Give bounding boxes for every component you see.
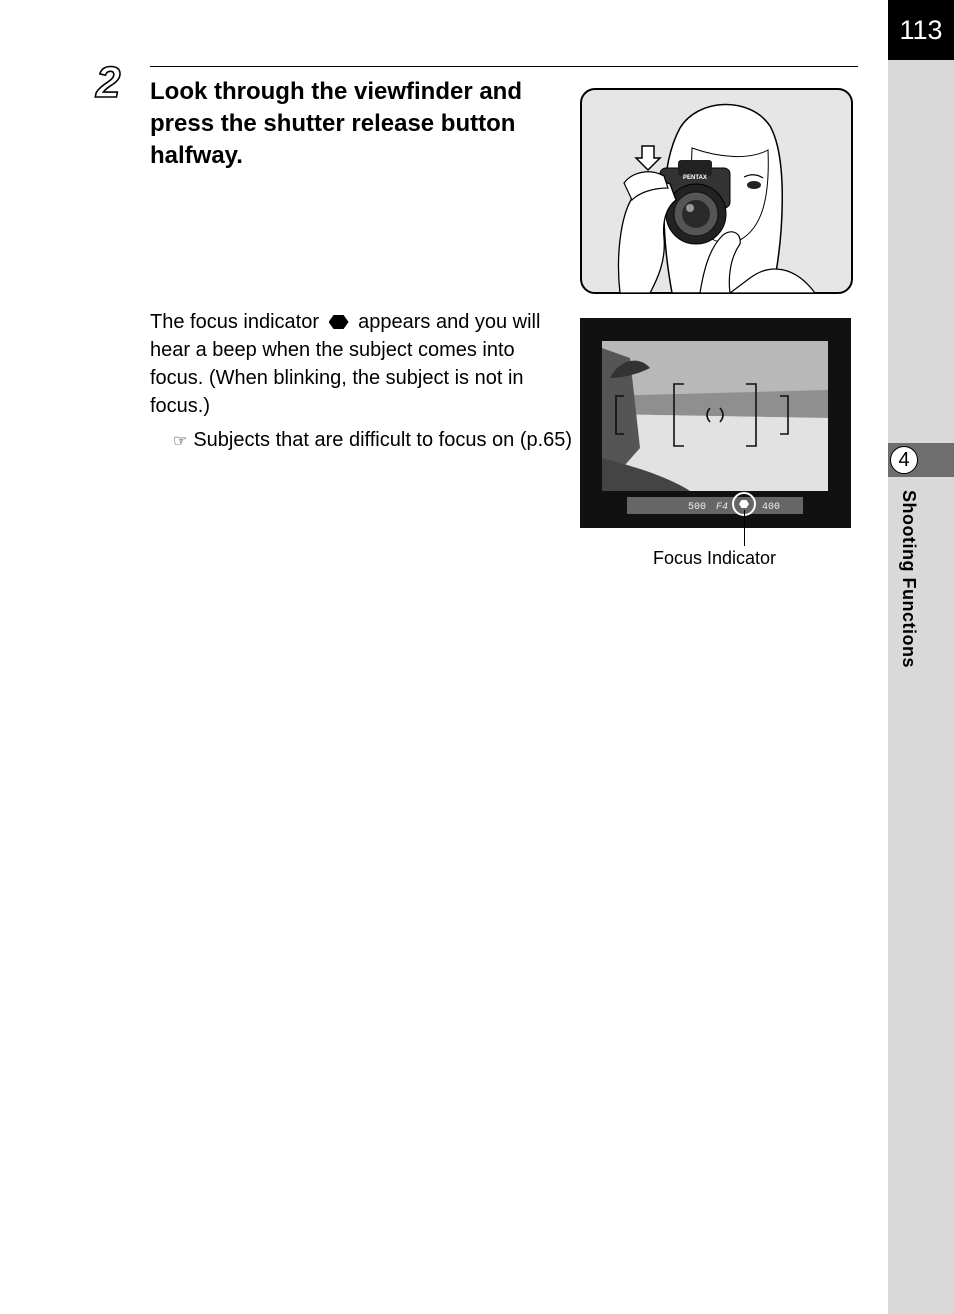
body-paragraph (150, 308, 560, 420)
callout-line (744, 510, 745, 546)
body-text-end: appears and you will hear a beep when the subject comes into focus. (When blinking, the subject is not in focus.) (150, 311, 541, 417)
step-heading: Look through the viewfinder and press the shutter release button halfway. (150, 78, 522, 169)
camera-brand-label: PENTAX (683, 175, 707, 181)
viewfinder-illustration (580, 318, 851, 528)
pointing-hand-icon: ☞ (173, 433, 188, 450)
chapter-number: 4 (890, 446, 918, 474)
cross-reference (173, 426, 573, 456)
body-text-start: The focus indicator (150, 311, 319, 333)
focus-indicator-icon (329, 315, 349, 329)
camera-usage-illustration (580, 88, 853, 294)
reference-text: Subjects that are difficult to focus on (p.65) (193, 429, 573, 451)
viewfinder-count: 400 (762, 502, 781, 513)
page-number: 113 (888, 0, 954, 60)
viewfinder-aperture: F4 (716, 502, 729, 513)
focus-indicator-caption: Focus Indicator (653, 548, 777, 568)
step-number: 2 (96, 58, 121, 107)
viewfinder-shutter-speed: 500 (688, 502, 707, 513)
chapter-title: Shooting Functions (899, 490, 919, 668)
top-rule (150, 66, 858, 67)
